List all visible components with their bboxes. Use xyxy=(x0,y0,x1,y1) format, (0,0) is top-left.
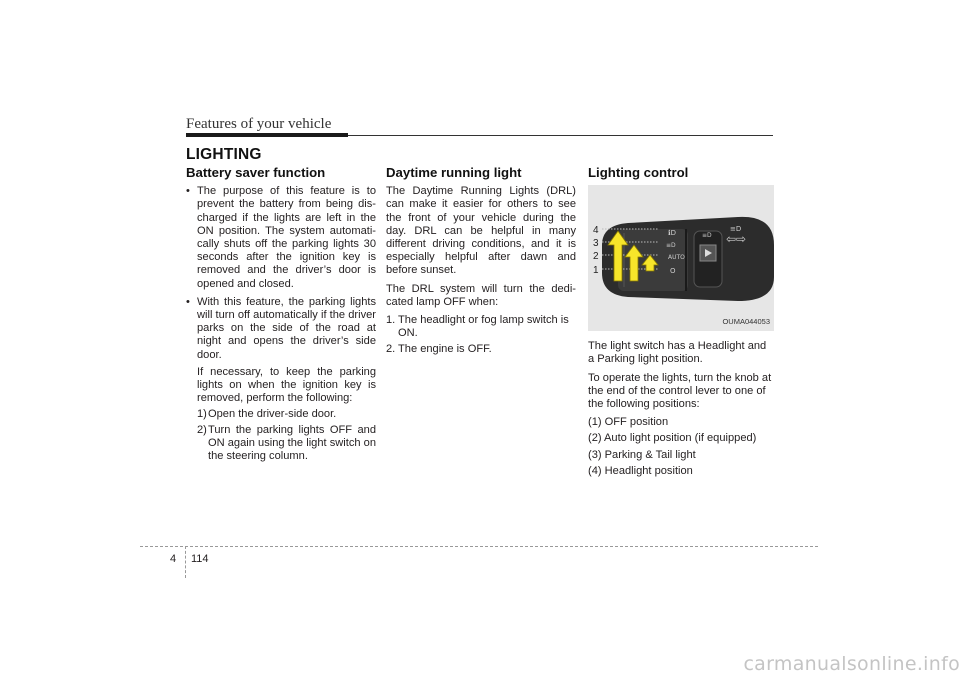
bullet-text: With this feature, the parking lights will turn off automatically if the driver parks on the side of the road at night and opens the driver’s side door. xyxy=(197,295,376,361)
position-label-1: 1 xyxy=(593,265,599,277)
svg-text:≡D: ≡D xyxy=(702,232,712,240)
svg-text:⇦⇨: ⇦⇨ xyxy=(726,232,747,247)
light-switch-figure xyxy=(588,185,774,331)
watermark: carmanualsonline.info xyxy=(743,653,960,675)
step-number: 2) xyxy=(197,423,207,436)
heading-lighting-control: Lighting control xyxy=(588,165,689,180)
figure-caption: OUMA044053 xyxy=(722,317,770,326)
list-text: The headlight or fog lamp switch is ON. xyxy=(398,314,569,340)
footer-divider xyxy=(185,546,186,578)
lighting-paragraph-2: To operate the lights, turn the knob at the end of the control lever to one of the following positions: xyxy=(588,371,772,411)
heading-battery-saver: Battery saver function xyxy=(186,165,326,180)
position-list-item: (2) Auto light position (if equipped) xyxy=(588,432,757,445)
heading-drl: Daytime running light xyxy=(386,165,522,180)
column-lighting-control xyxy=(588,166,774,478)
step-text: Open the driver-side door. xyxy=(208,408,337,421)
page-header-title: Features of your vehicle xyxy=(186,116,332,132)
list-text: The engine is OFF. xyxy=(398,343,492,356)
bullet-item xyxy=(186,185,376,291)
column-drl xyxy=(386,166,576,360)
chapter-number: 4 xyxy=(170,553,177,565)
step-item xyxy=(186,408,376,421)
position-label-4: 4 xyxy=(593,225,599,237)
svg-text:≡D: ≡D xyxy=(666,242,676,250)
svg-text:O: O xyxy=(670,267,676,276)
position-label-2: 2 xyxy=(593,251,599,263)
bullet-text: The purpose of this feature is to prevent the battery from being dis-charged if the lights are left in the ON position. The system automati-cally shuts off the parking lights 30 seconds after the ignition key is removed and the driver’s door is opened and closed. xyxy=(197,185,376,290)
footer-rule xyxy=(140,546,818,547)
header-rule-thin xyxy=(348,135,773,136)
step-number: 1) xyxy=(197,408,207,421)
section-title: LIGHTING xyxy=(186,146,262,163)
position-list-item: (1) OFF position xyxy=(588,416,669,429)
drl-list-item xyxy=(386,343,576,356)
step-item xyxy=(186,424,376,464)
bullet-dot: • xyxy=(186,295,190,308)
header-rule-thick xyxy=(186,133,348,137)
column-battery-saver xyxy=(186,166,376,465)
light-switch-illustration xyxy=(588,185,774,331)
bullet-dot: • xyxy=(186,185,190,198)
drl-paragraph-2: The DRL system will turn the dedi-cated lamp OFF when: xyxy=(386,282,576,308)
position-list-item: (4) Headlight position xyxy=(588,464,693,477)
svg-text:≡D: ≡D xyxy=(730,225,742,234)
position-list-item: (3) Parking & Tail light xyxy=(588,448,696,461)
drl-paragraph-1: The Daytime Running Lights (DRL) can make it easier for others to see the front of your vehicle during the day. DRL can be helpful in many different driving conditions, and it is especially helpful after dawn and before sunset. xyxy=(386,185,576,277)
page-number: 114 xyxy=(191,553,209,565)
lighting-paragraph-1: The light switch has a Headlight and a Parking light position. xyxy=(588,340,767,366)
drl-list-item xyxy=(386,314,576,340)
svg-text:AUTO: AUTO xyxy=(668,254,685,262)
list-number: 1. xyxy=(386,314,396,327)
step-text: Turn the parking lights OFF and ON again using the light switch on the steering column. xyxy=(208,423,376,463)
bullet-item xyxy=(186,296,376,362)
position-label-3: 3 xyxy=(593,238,599,250)
list-number: 2. xyxy=(386,343,396,356)
svg-text:ℹD: ℹD xyxy=(668,229,677,238)
indent-paragraph: If necessary, to keep the parking lights on when the ignition key is removed, perform the following: xyxy=(197,365,376,405)
